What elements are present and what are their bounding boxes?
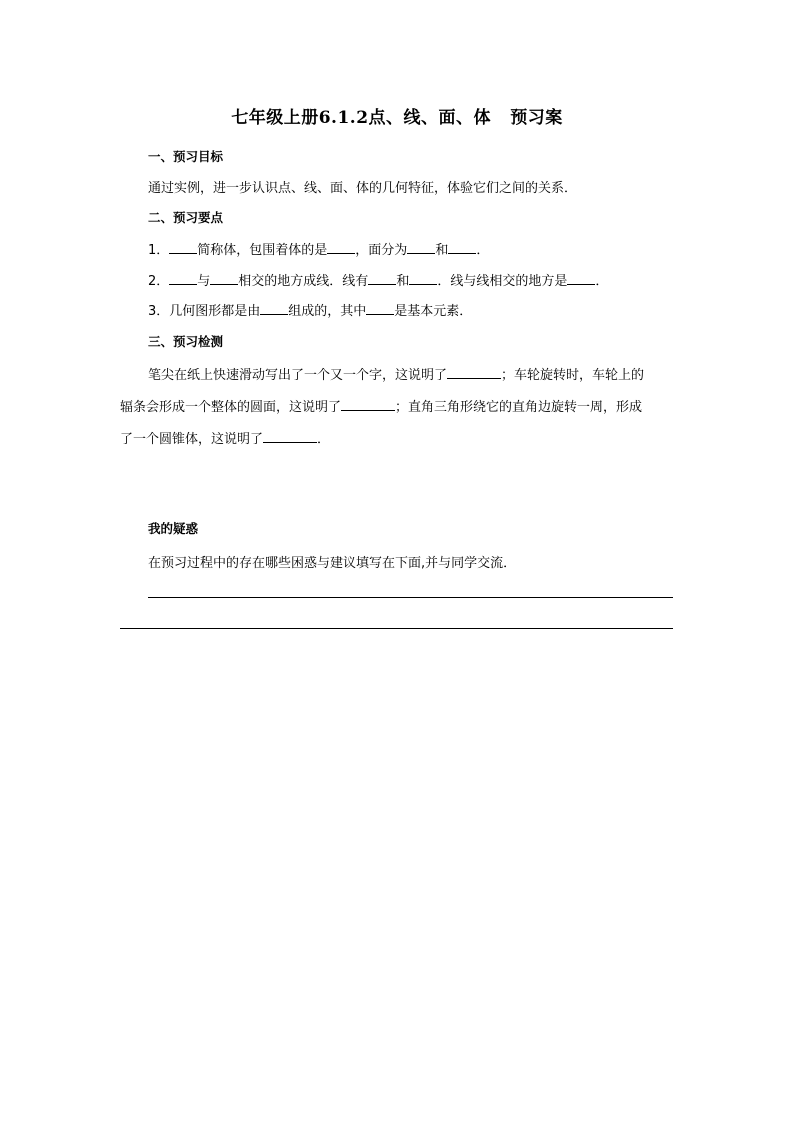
check-text: ；车轮旋转时，车轮上的 <box>501 368 645 383</box>
answer-line[interactable] <box>148 597 673 598</box>
item-text: 简称体，包围着体的是 <box>197 243 328 258</box>
fill-blank[interactable] <box>409 272 437 285</box>
check-text: 笔尖在纸上快速滑动写出了一个又一个字，这说明了 <box>148 368 448 383</box>
fill-blank[interactable] <box>341 398 395 411</box>
fill-blank[interactable] <box>210 272 238 285</box>
doubts-text: 在预习过程中的存在哪些困惑与建议填写在下面,并与同学交流． <box>148 556 517 571</box>
item-text: 3．几何图形都是由 <box>148 304 261 319</box>
item-number: 2． <box>148 274 170 289</box>
fill-blank[interactable] <box>368 272 396 285</box>
section-heading-check: 三、预习检测 <box>148 334 224 349</box>
check-text: 了一个圆锥体，这说明了 <box>120 432 264 447</box>
fill-blank[interactable] <box>407 241 435 254</box>
section-heading-goals: 一、预习目标 <box>148 149 224 164</box>
key-point-2 <box>148 270 608 289</box>
check-text: ；直角三角形绕它的直角边旋转一周，形成 <box>395 400 643 415</box>
fill-blank[interactable] <box>567 272 595 285</box>
key-point-1 <box>148 239 489 258</box>
fill-blank[interactable] <box>169 241 197 254</box>
item-text: 和 <box>396 274 410 289</box>
goals-text: 通过实例，进一步认识点、线、面、体的几何特征，体验它们之间的关系． <box>148 181 578 196</box>
check-text: 辐条会形成一个整体的圆面，这说明了 <box>120 400 342 415</box>
check-line-2 <box>120 396 642 415</box>
page-title: 七年级上册6.1.2点、线、面、体 预习案 <box>231 108 563 128</box>
fill-blank[interactable] <box>260 302 288 315</box>
fill-blank[interactable] <box>447 366 501 379</box>
item-text: 与 <box>197 274 211 289</box>
item-text: 相交的地方成线．线有 <box>238 274 369 289</box>
item-text: ，面分为 <box>355 243 408 258</box>
fill-blank[interactable] <box>169 272 197 285</box>
check-line-1 <box>148 364 644 383</box>
item-text: ．线与线相交的地方是 <box>437 274 568 289</box>
check-line-3 <box>120 428 330 447</box>
item-text: ． <box>476 243 490 258</box>
fill-blank[interactable] <box>366 302 394 315</box>
item-number: 1． <box>148 243 170 258</box>
check-text: ． <box>317 432 331 447</box>
key-point-3 <box>148 300 472 319</box>
item-text: 是基本元素． <box>394 304 473 319</box>
item-text: ． <box>595 274 609 289</box>
section-heading-key-points: 二、预习要点 <box>148 210 224 225</box>
answer-line[interactable] <box>120 628 673 629</box>
fill-blank[interactable] <box>263 430 317 443</box>
item-text: 组成的，其中 <box>288 304 367 319</box>
fill-blank[interactable] <box>327 241 355 254</box>
doubts-heading: 我的疑惑 <box>148 521 199 536</box>
fill-blank[interactable] <box>448 241 476 254</box>
item-text: 和 <box>435 243 449 258</box>
